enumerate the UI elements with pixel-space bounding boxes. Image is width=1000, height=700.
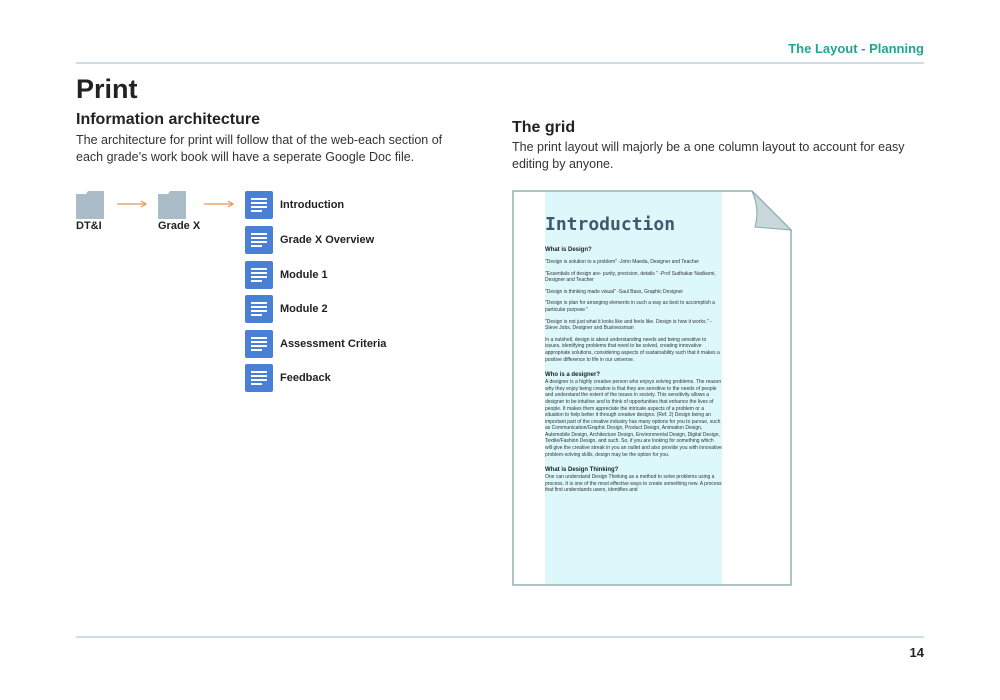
grid-description: The print layout will majorly be a one column layout to account for easy editing by anyone.	[512, 140, 905, 171]
doc-label: Feedback	[280, 372, 331, 384]
doc-item-grade-overview	[245, 226, 374, 254]
doc-item-assessment	[245, 330, 386, 358]
page-title: Print	[76, 74, 138, 104]
page-number: 14	[909, 645, 924, 660]
preview-question: What is Design?	[545, 247, 592, 253]
document-icon	[245, 295, 273, 323]
doc-label: Assessment Criteria	[280, 338, 387, 350]
preview-paragraph: A designer is a highly creative person who enjoys solving problems. The reason why they enjoy being creative is that they are sensitive to the needs of people and understand the extent of the issues in society. This sensitivity allows a designer to be intuitive and to think of opportunities that enhance the lives of people. It makes them appreciate the intricate aspects of a problem or a situation to help better it through creative designs. (Ref. 2) Design being an important part of the creative industry has many options for you to pursue, such as Communication/Graphic Design, Product Design, Animation Design, Automobile Design, Architecture Design, Environmental Design, Digital Design, Textile/Fashion Design, and such. So, if you are looking for something which will give the creative streak in you an outlet and also provide you with innovative problem-solving skills, design may be the option for you.	[545, 379, 722, 458]
doc-item-introduction	[245, 191, 344, 219]
preview-quote: "Essentials of design are- purity, precision, details " -Prof Sudhakar Nadkarni, Designer and Teacher	[545, 270, 716, 284]
grid-heading: The grid	[512, 119, 576, 136]
folder-icon	[76, 191, 104, 219]
folder-label-dti: DT&I	[76, 220, 102, 232]
doc-label: Introduction	[280, 199, 345, 211]
document-icon	[245, 261, 273, 289]
doc-item-module-2	[245, 295, 328, 323]
document-icon	[245, 364, 273, 392]
page-preview	[512, 190, 792, 586]
folder-label-grade: Grade X	[158, 220, 201, 232]
preview-paragraph: In a nutshell, design is about understanding needs and being sensitive to issues, identifying problems that need to be solved, creating innovative appropriate solutions, considering aspects of sustainability such that it makes a positive difference to life in our universe.	[545, 336, 720, 363]
preview-paragraph: One can understand Design Thinking as a method to solve problems using a process. It is one of the most effective ways to create something new. A process that first understands users, identifies and	[545, 474, 722, 494]
preview-quote: "Design is plan for arranging elements in such a way as best to accomplish a particular purpose "	[545, 300, 715, 313]
document-icon	[245, 191, 273, 219]
doc-label: Grade X Overview	[280, 234, 375, 246]
preview-quote: "Design is not just what it looks like and feels like. Design is how it works." -Steve Jobs, Designer and Businessman	[545, 318, 712, 332]
arrow-right-icon	[204, 199, 234, 209]
bottom-rule	[76, 636, 924, 638]
preview-quote: "Design is solution to a problem" -John Maeda, Designer and Teacher	[545, 259, 700, 265]
info-architecture-heading: Information architecture	[76, 111, 261, 128]
preview-column	[545, 192, 722, 582]
header-label: The Layout - Planning	[788, 41, 924, 56]
preview-title: Introduction	[545, 214, 676, 235]
preview-question: Who is a designer?	[545, 372, 601, 379]
doc-item-module-1	[245, 261, 328, 289]
preview-question: What is Design Thinking?	[545, 467, 619, 474]
preview-quote: "Design is thinking made visual" -Saul Bass, Graphic Designer	[545, 288, 684, 295]
info-architecture-description: The architecture for print will follow that of the web-each section of each grade’s work book will have a seperate Google Doc file.	[76, 133, 443, 164]
doc-item-feedback	[245, 364, 331, 392]
document-icon	[245, 330, 273, 358]
doc-label: Module 2	[280, 303, 328, 315]
document-icon	[245, 226, 273, 254]
arrow-right-icon	[117, 199, 147, 209]
folder-icon	[158, 191, 186, 219]
doc-label: Module 1	[280, 269, 328, 281]
top-rule	[76, 62, 924, 64]
